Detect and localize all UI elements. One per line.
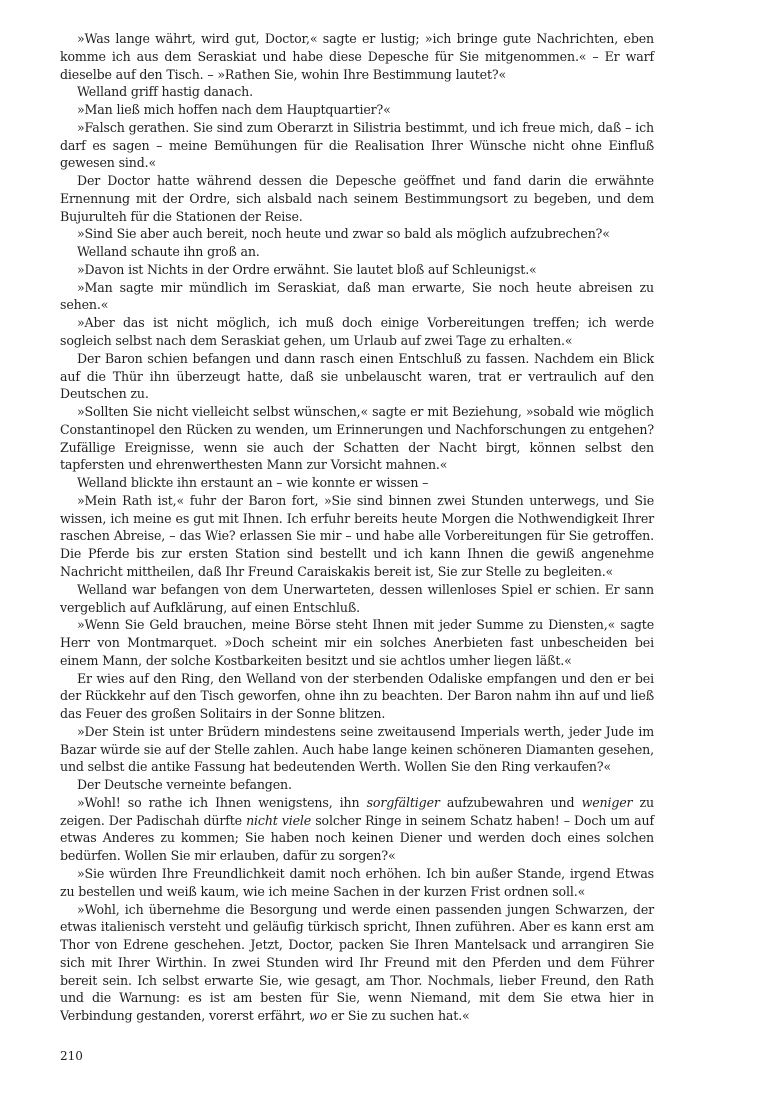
paragraph: »Man ließ mich hoffen nach dem Hauptquartier?« (77, 102, 391, 118)
emphasis: nicht viele (246, 812, 312, 828)
paragraph: Der Deutsche verneinte befangen. (77, 777, 292, 793)
paragraph: Er wies auf den Ring, den Welland von der sterbenden Odaliske empfangen und den er bei der Rückkehr auf den Tisch geworfen, ohne ihn zu beachten. Der Baron nahm ihn auf und ließ das Feuer des großen Solitairs in der Sonne blitzen. (60, 670, 654, 722)
paragraph: »Sie würden Ihre Freundlichkeit damit noch erhöhen. Ich bin außer Stande, irgend Etwas zu bestellen und weiß kaum, wie ich meine Sachen in der kurzen Frist ordnen soll.« (60, 865, 654, 899)
paragraph: »Falsch gerathen. Sie sind zum Oberarzt in Silistria bestimmt, und ich freue mich, daß – ich darf es sagen – meine Bemühungen für die Realisation Ihrer Wünsche nicht ohne Einfluß gewesen sind.« (60, 119, 654, 171)
paragraph: »Wohl, ich übernehme die Besorgung und werde einen passenden jungen Schwarzen, der etwas italienisch versteht und geläufig türkisch spricht, Ihnen zuführen. Aber es kann erst am Thor von Edrene geschehen. Jetzt, Doctor, packen Sie Ihren Mantelsack und arrangiren Sie sich mit Ihrer Wirthin. In zwei Stunden wird Ihr Freund mit den Pferden und dem Führer bereit sein. Ich selbst erwarte Sie, wie gesagt, am Thor. Nochmals, lieber Freund, den Rath und die Warnung: es ist am besten für Sie, wenn Niemand, mit dem Sie etwa hier in Verbindung gestanden, vorerst erfährt, wo er Sie zu suchen hat.« (60, 901, 654, 1024)
paragraph: »Sind Sie aber auch bereit, noch heute und zwar so bald als möglich aufzubrechen?« (77, 226, 610, 242)
paragraph: »Man sagte mir mündlich im Seraskiat, daß man erwarte, Sie noch heute abreisen zu sehen.« (60, 279, 654, 313)
paragraph: »Was lange währt, wird gut, Doctor,« sagte er lustig; »ich bringe gute Nachrichten, eben komme ich aus dem Seraskiat und habe diese Depesche für Sie mitgenommen.« – Er warf dieselbe auf den Tisch. – »Rathen Sie, wohin Ihre Bestimmung lautet?« (60, 31, 654, 82)
paragraph: Welland griff hastig danach. (77, 84, 253, 100)
paragraph: Der Baron schien befangen und dann rasch einen Entschluß zu fassen. Nachdem ein Blick auf die Thür ihn überzeugt hatte, daß sie unbelauscht waren, trat er vertraulich auf den Deutschen zu. (60, 350, 654, 402)
paragraph: Welland war befangen von dem Unerwarteten, dessen willenloses Spiel er schien. Er sann vergeblich auf Aufklärung, auf einen Entschluß. (60, 581, 654, 615)
paragraph: »Wenn Sie Geld brauchen, meine Börse steht Ihnen mit jeder Summe zu Diensten,« sagte Herr von Montmarquet. »Doch scheint mir ein solches Anerbieten fast unbescheiden bei einem Mann, der solche Kostbarkeiten besitzt und sie achtlos umher liegen läßt.« (60, 617, 654, 668)
page-text (60, 30, 654, 1025)
paragraph: Der Doctor hatte während dessen die Depesche geöffnet und fand darin die erwähnte Ernennung mit der Ordre, sich alsbald nach seinem Bestimmungsort zu begeben, und dem Bujurulteh für die Stationen der Reise. (60, 173, 654, 224)
paragraph: »Mein Rath ist,« fuhr der Baron fort, »Sie sind binnen zwei Stunden unterwegs, und Sie wissen, ich meine es gut mit Ihnen. Ich erfuhr bereits heute Morgen die Nothwendigkeit Ihrer raschen Abreise, – das Wie? erlassen Sie mir – und habe alle Vorbereitungen für Sie getroffen. Die Pferde bis zur ersten Station sind bestellt und ich kann Ihnen die gewiß angenehme Nachricht mittheilen, daß Ihr Freund Caraiskakis bereit ist, Sie zur Stelle zu begleiten.« (60, 492, 654, 579)
emphasis: wo (308, 1008, 328, 1024)
paragraph: »Sollten Sie nicht vielleicht selbst wünschen,« sagte er mit Beziehung, »sobald wie möglich Constantinopel den Rücken zu wenden, um Erinnerungen und Nachforschungen zu entgehen? Zufällige Ereignisse, wenn sie auch der Schatten der Nacht birgt, können selbst den tapfersten und ehrenwerthesten Mann zur Vorsicht mahnen.« (60, 404, 654, 473)
paragraph: »Der Stein ist unter Brüdern mindestens seine zweitausend Imperials werth, jeder Jude im Bazar würde sie auf der Stelle zahlen. Auch habe lange keinen schöneren Diamanten gesehen, und selbst die antike Fassung hat bedeutenden Werth. Wollen Sie den Ring verkaufen?« (60, 723, 654, 775)
paragraph: Welland blickte ihn erstaunt an – wie konnte er wissen – (77, 475, 429, 491)
paragraph: »Davon ist Nichts in der Ordre erwähnt. Sie lautet bloß auf Schleunigst.« (77, 261, 537, 277)
page-number: 210 (60, 1049, 83, 1063)
emphasis: weniger (581, 794, 633, 810)
paragraph: »Wohl! so rathe ich Ihnen wenigstens, ihn sorgfältiger aufzubewahren und weniger zu zeigen. Der Padischah dürfte nicht viele solcher Ringe in seinem Schatz haben! – Doch um auf etwas Anderes zu kommen; Sie haben noch keinen Diener und werden doch eines solchen bedürfen. Wollen Sie mir erlauben, dafür zu sorgen?« (60, 794, 654, 864)
paragraph: »Aber das ist nicht möglich, ich muß doch einige Vorbereitungen treffen; ich werde sogleich selbst nach dem Seraskiat gehen, um Urlaub auf zwei Tage zu erhalten.« (60, 315, 654, 349)
emphasis: sorgfältiger (366, 794, 440, 810)
paragraph: Welland schaute ihn groß an. (77, 244, 260, 260)
